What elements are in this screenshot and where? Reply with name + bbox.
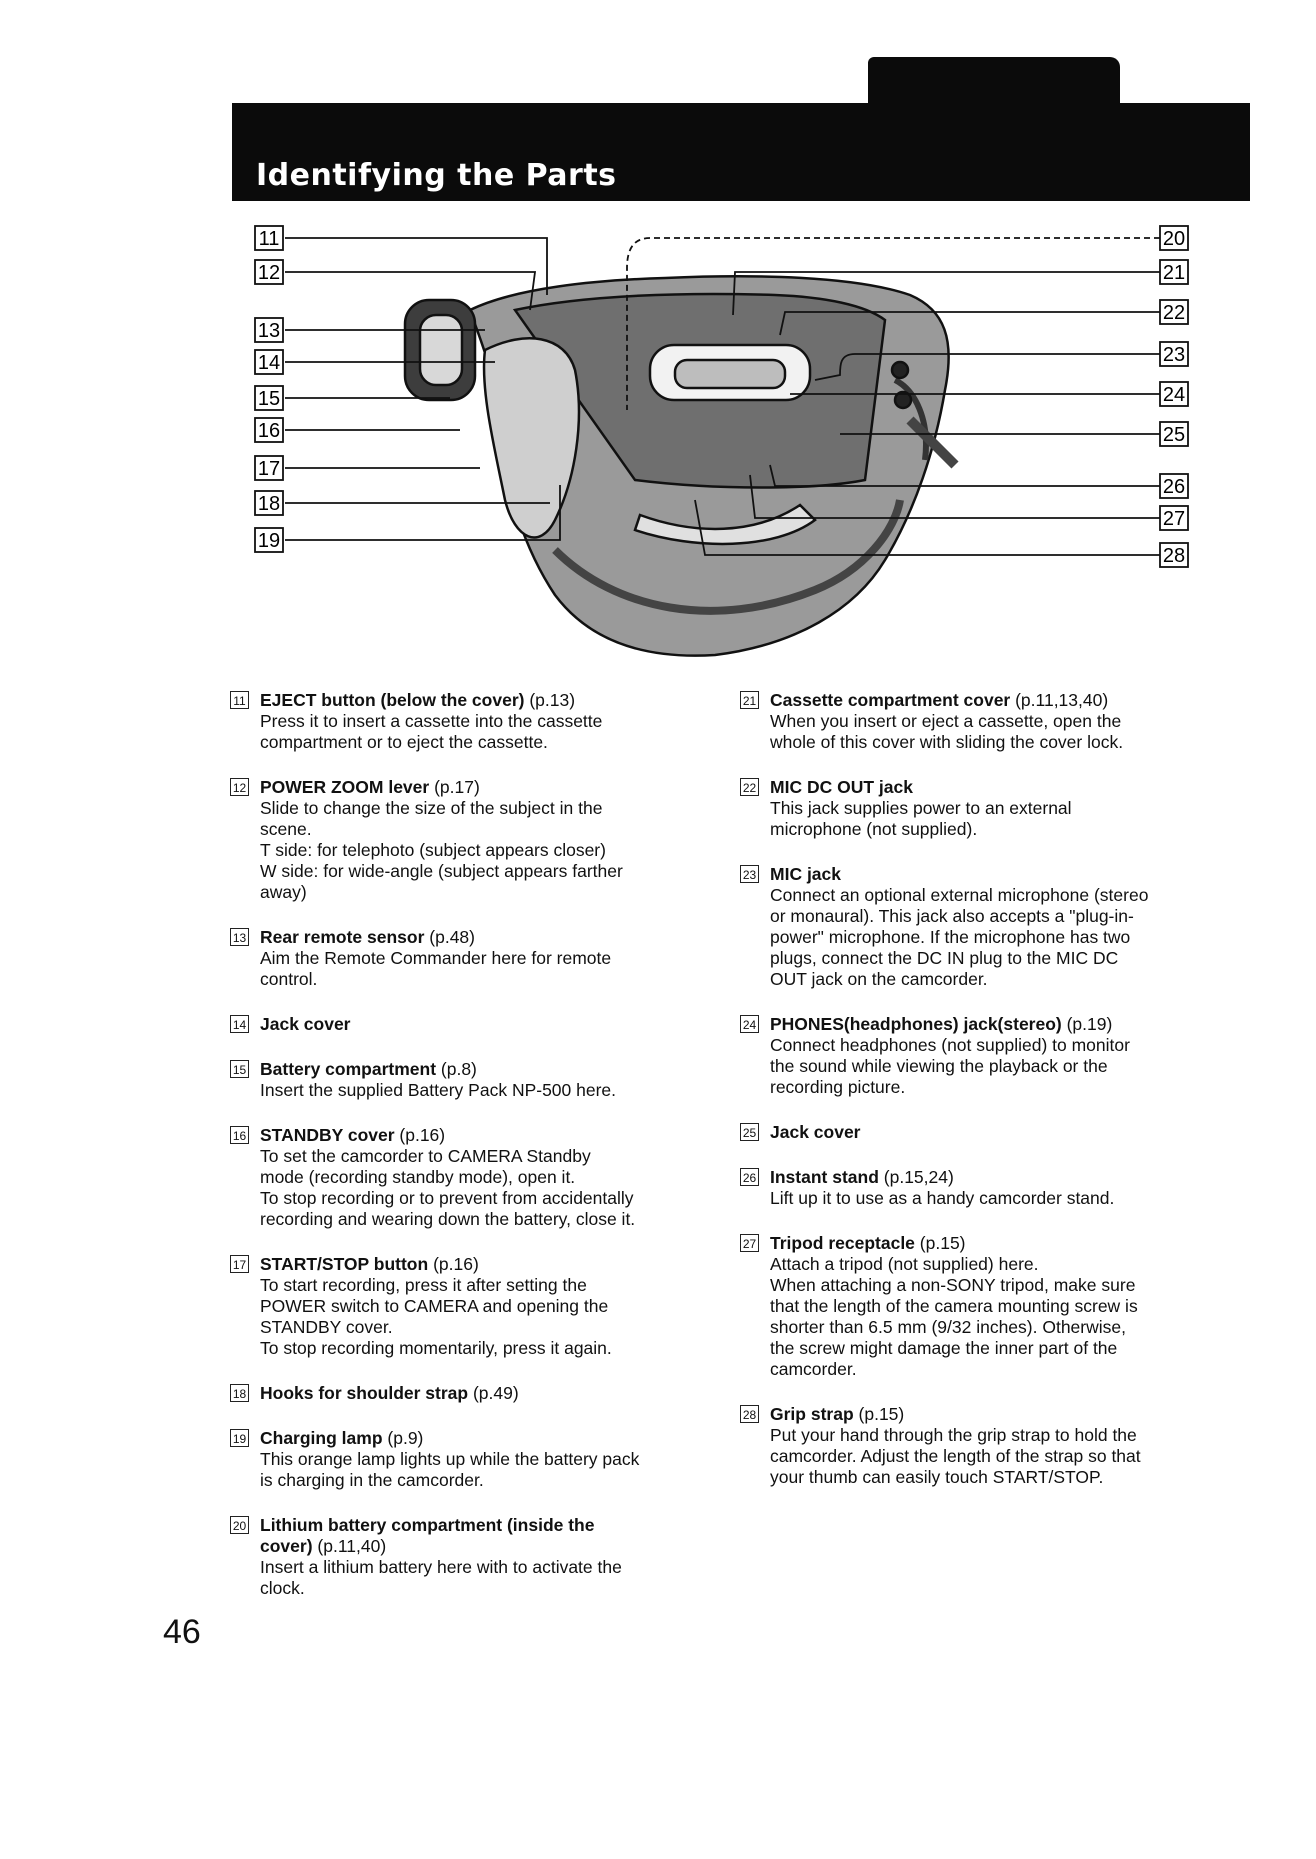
part-title: Lithium battery compartment (inside the cover) <box>260 1515 595 1556</box>
part-page-ref: (p.8) <box>440 1059 477 1079</box>
part-title: MIC jack <box>770 864 841 884</box>
part-page-ref: (p.13) <box>529 690 576 710</box>
part-description: Connect headphones (not supplied) to monitor the sound while viewing the playback or the recording picture. <box>770 1035 1130 1097</box>
part-item <box>740 1167 1240 1209</box>
part-number-box: 18 <box>230 1384 249 1402</box>
part-description: Attach a tripod (not supplied) here. When attaching a non-SONY tripod, make sure that the length of the camera mounting screw is shorter than 6.5 mm (9/32 inches). Otherwise, the screw might damage the inner part of the camcorder. <box>770 1254 1138 1379</box>
part-description: This orange lamp lights up while the battery pack is charging in the camcorder. <box>260 1449 640 1490</box>
part-description: Aim the Remote Commander here for remote control. <box>260 948 612 989</box>
part-item <box>230 1014 700 1035</box>
part-heading <box>260 1254 700 1275</box>
part-title: EJECT button (below the cover) <box>260 690 525 710</box>
part-page-ref: (p.16) <box>433 1254 479 1274</box>
part-page-ref: (p.15,24) <box>883 1167 954 1187</box>
part-heading <box>770 864 1240 885</box>
part-heading <box>260 690 700 711</box>
callout-24: 24 <box>1162 384 1186 406</box>
part-title: Hooks for shoulder strap <box>260 1383 469 1403</box>
part-description: To start recording, press it after setting the POWER switch to CAMERA and opening the STANDBY cover. To stop recording momentarily, press it again. <box>260 1275 612 1358</box>
part-page-ref: (p.15) <box>858 1404 905 1424</box>
part-title: START/STOP button <box>260 1254 429 1274</box>
part-item <box>740 690 1240 753</box>
part-item <box>230 1515 700 1599</box>
callout-23: 23 <box>1162 344 1186 366</box>
callout-26: 26 <box>1162 476 1186 498</box>
part-number-box: 24 <box>740 1015 759 1033</box>
part-title: Battery compartment <box>260 1059 437 1079</box>
part-number-box: 22 <box>740 778 759 796</box>
part-page-ref: (p.49) <box>472 1383 519 1403</box>
part-page-ref: (p.9) <box>387 1428 424 1448</box>
part-title: Jack cover <box>770 1122 861 1142</box>
part-description: Insert the supplied Battery Pack NP-500 here. <box>260 1080 617 1100</box>
part-number-box: 11 <box>230 691 249 709</box>
part-number-box: 21 <box>740 691 759 709</box>
part-item <box>740 1122 1240 1143</box>
part-number-box: 12 <box>230 778 249 796</box>
part-title: Instant stand <box>770 1167 879 1187</box>
part-description: Lift up it to use as a handy camcorder stand. <box>770 1188 1115 1208</box>
part-title: Jack cover <box>260 1014 351 1034</box>
callout-14: 14 <box>257 352 281 374</box>
part-heading <box>260 927 700 948</box>
part-description: Put your hand through the grip strap to hold the camcorder. Adjust the length of the strap so that your thumb can easily touch START/STOP. <box>770 1425 1141 1487</box>
part-heading <box>770 1404 1240 1425</box>
callout-18: 18 <box>257 493 281 515</box>
callout-20: 20 <box>1162 228 1186 250</box>
part-heading <box>770 1014 1240 1035</box>
part-item <box>230 1125 700 1230</box>
part-title: MIC DC OUT jack <box>770 777 913 797</box>
part-heading <box>770 1167 1240 1188</box>
page-title: Identifying the Parts <box>256 158 617 193</box>
part-number-box: 28 <box>740 1405 759 1423</box>
callout-15: 15 <box>257 388 281 410</box>
part-title: Rear remote sensor <box>260 927 425 947</box>
part-heading <box>260 777 700 798</box>
camcorder-illustration <box>405 276 955 655</box>
part-heading <box>260 1515 700 1557</box>
part-item <box>740 777 1240 840</box>
part-item <box>230 927 700 990</box>
part-heading <box>260 1059 700 1080</box>
callout-22: 22 <box>1162 302 1186 324</box>
part-item <box>740 1404 1240 1488</box>
part-number-box: 17 <box>230 1255 249 1273</box>
callout-25: 25 <box>1162 424 1186 446</box>
callout-19: 19 <box>257 530 281 552</box>
parts-list-left <box>230 690 700 1623</box>
part-heading <box>770 777 1240 798</box>
callout-28: 28 <box>1162 545 1186 567</box>
part-title: Cassette compartment cover <box>770 690 1011 710</box>
part-number-box: 19 <box>230 1429 249 1447</box>
part-description: To set the camcorder to CAMERA Standby mode (recording standby mode), open it. To stop recording or to prevent from accidentally recording and wearing down the battery, close it. <box>260 1146 636 1229</box>
part-page-ref: (p.11,40) <box>317 1536 387 1556</box>
part-heading <box>260 1428 700 1449</box>
part-item <box>230 1059 700 1101</box>
part-number-box: 15 <box>230 1060 249 1078</box>
part-number-box: 25 <box>740 1123 759 1141</box>
part-page-ref: (p.19) <box>1066 1014 1113 1034</box>
part-item <box>740 864 1240 990</box>
callout-12: 12 <box>257 262 281 284</box>
part-number-box: 13 <box>230 928 249 946</box>
part-heading <box>260 1383 700 1404</box>
part-number-box: 27 <box>740 1234 759 1252</box>
part-number-box: 16 <box>230 1126 249 1144</box>
part-heading <box>260 1125 700 1146</box>
part-page-ref: (p.15) <box>919 1233 966 1253</box>
callout-21: 21 <box>1162 262 1186 284</box>
part-page-ref: (p.16) <box>399 1125 446 1145</box>
part-page-ref: (p.11,13,40) <box>1015 690 1109 710</box>
part-title: Tripod receptacle <box>770 1233 915 1253</box>
part-number-box: 14 <box>230 1015 249 1033</box>
callout-13: 13 <box>257 320 281 342</box>
part-description: When you insert or eject a cassette, open the whole of this cover with sliding the cover lock. <box>770 711 1124 752</box>
part-item <box>230 1383 700 1404</box>
callout-27: 27 <box>1162 508 1186 530</box>
part-title: STANDBY cover <box>260 1125 395 1145</box>
right-callouts <box>1160 226 1188 567</box>
left-callouts <box>255 226 283 552</box>
part-description: Insert a lithium battery here with to activate the clock. <box>260 1557 622 1598</box>
callout-16: 16 <box>257 420 281 442</box>
part-description: Press it to insert a cassette into the cassette compartment or to eject the cassette. <box>260 711 603 752</box>
part-item <box>230 777 700 903</box>
part-title: Grip strap <box>770 1404 854 1424</box>
part-item <box>230 1428 700 1491</box>
part-item <box>230 690 700 753</box>
parts-list-right <box>740 690 1240 1512</box>
part-item <box>230 1254 700 1359</box>
part-number-box: 20 <box>230 1516 249 1534</box>
part-item <box>740 1014 1240 1098</box>
part-heading <box>770 1233 1240 1254</box>
part-page-ref: (p.48) <box>429 927 475 947</box>
part-title: Charging lamp <box>260 1428 383 1448</box>
part-page-ref: (p.17) <box>434 777 480 797</box>
part-number-box: 26 <box>740 1168 759 1186</box>
camcorder-diagram <box>255 228 1190 675</box>
part-description: Connect an optional external microphone (stereo or monaural). This jack also accepts a "plug-in- power" microphone. If the microphone has two plugs, connect the DC IN plug to the MIC DC OUT jack on the camcorder. <box>770 885 1149 989</box>
callout-11: 11 <box>258 228 280 250</box>
part-item <box>740 1233 1240 1380</box>
page-number: 46 <box>163 1613 201 1651</box>
part-heading <box>260 1014 700 1035</box>
part-title: PHONES(headphones) jack(stereo) <box>770 1014 1062 1034</box>
callout-17: 17 <box>257 458 281 480</box>
part-number-box: 23 <box>740 865 759 883</box>
part-heading <box>770 690 1240 711</box>
part-title: POWER ZOOM lever <box>260 777 430 797</box>
part-heading <box>770 1122 1240 1143</box>
part-description: This jack supplies power to an external microphone (not supplied). <box>770 798 1072 839</box>
part-description: Slide to change the size of the subject in the scene. T side: for telephoto (subject appears closer) W side: for wide-angle (subject appears farther away) <box>260 798 623 902</box>
